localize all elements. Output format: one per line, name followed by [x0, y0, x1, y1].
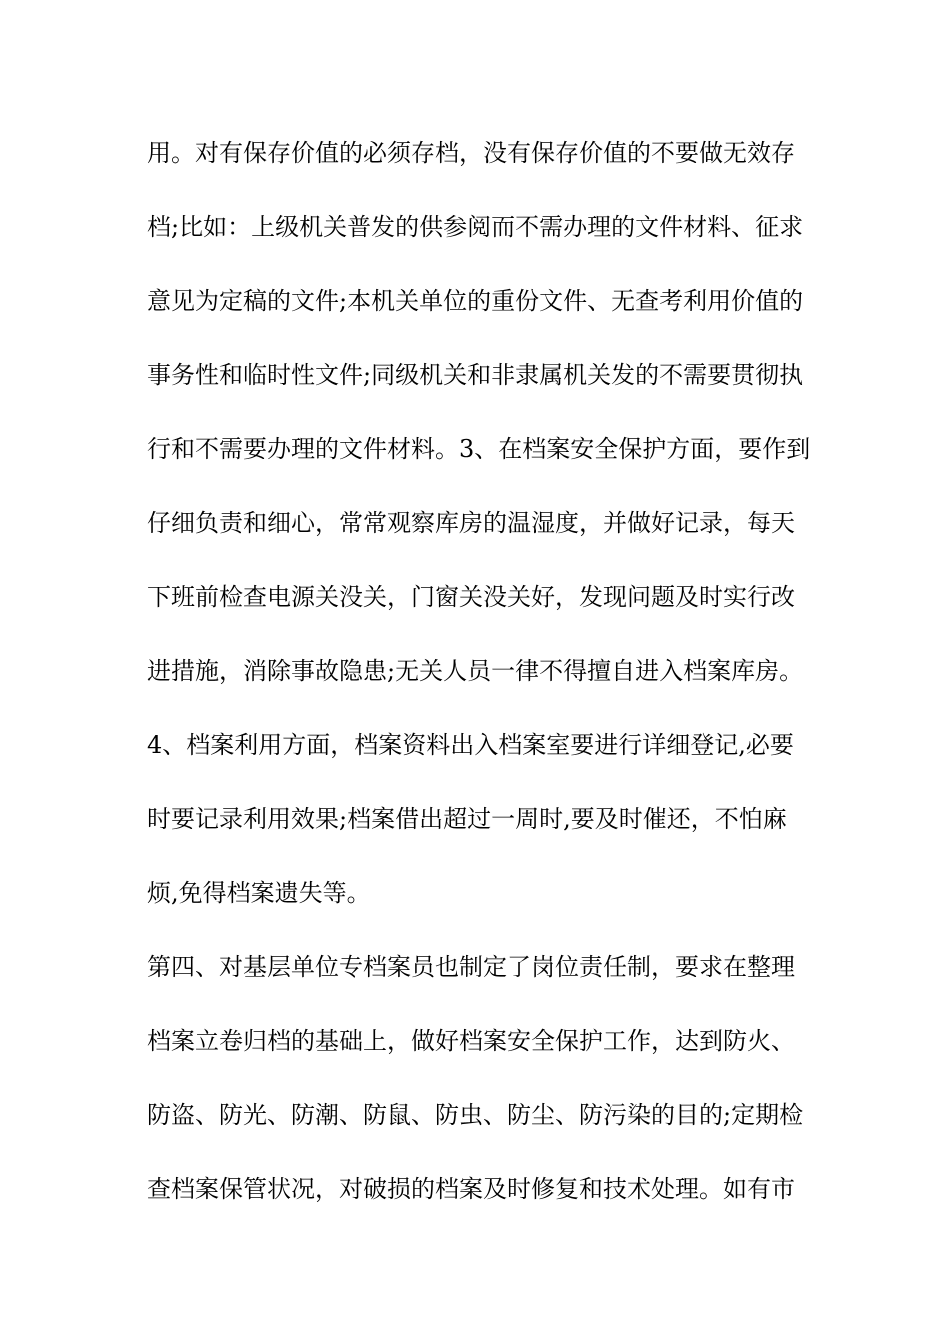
text-line: 4、档案利用方面，档案资料出入档案室要进行详细登记,必要	[147, 731, 794, 759]
text-line: 档;比如：上级机关普发的供参阅而不需办理的文件材料、征求	[147, 213, 804, 241]
text-line: 事务性和临时性文件;同级机关和非隶属机关发的不需要贯彻执	[147, 361, 804, 389]
text-line: 意见为定稿的文件;本机关单位的重份文件、无查考利用价值的	[147, 287, 804, 315]
text-line: 仔细负责和细心，常常观察库房的温湿度，并做好记录，每天	[147, 509, 795, 537]
text-line: 下班前检查电源关没关，门窗关没关好，发现问题及时实行改	[147, 583, 795, 611]
text-line: 烦,免得档案遗失等。	[147, 879, 371, 907]
body-text	[147, 131, 837, 1241]
text-line: 进措施，消除事故隐患;无关人员一律不得擅自进入档案库房。	[147, 657, 804, 685]
text-line: 时要记录利用效果;档案借出超过一周时,要及时催还，不怕麻	[147, 805, 787, 833]
text-line: 档案立卷归档的基础上，做好档案安全保护工作，达到防火、	[147, 1027, 795, 1055]
text-line: 查档案保管状况，对破损的档案及时修复和技术处理。如有市	[147, 1175, 795, 1203]
text-line: 用。对有保存价值的必须存档，没有保存价值的不要做无效存	[147, 139, 795, 167]
text-line: 防盗、防光、防潮、防鼠、防虫、防尘、防污染的目的;定期检	[147, 1101, 804, 1129]
text-line: 行和不需要办理的文件材料。3、在档案安全保护方面，要作到	[147, 435, 811, 463]
text-line: 第四、对基层单位专档案员也制定了岗位责任制，要求在整理	[147, 953, 795, 981]
